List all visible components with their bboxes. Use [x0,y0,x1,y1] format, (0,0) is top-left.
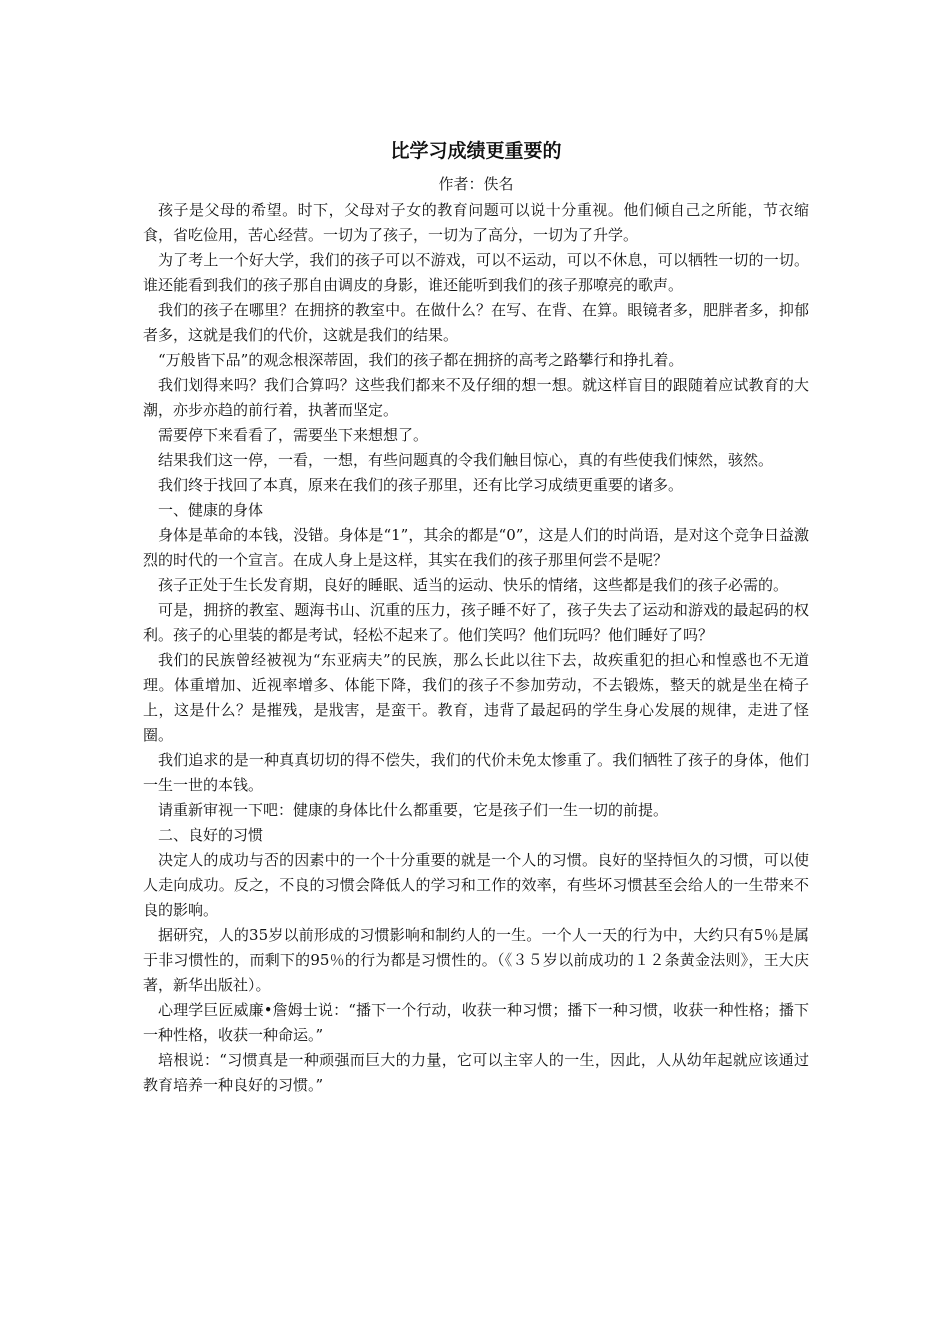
paragraph: 我们的民族曾经被视为“东亚病夫”的民族，那么长此以往下去，故疾重犯的担心和惶惑也不无道理。体重增加、近视率增多、体能下降，我们的孩子不参加劳动，不去锻炼，整天的就是坐在椅子上，这是什么？是摧残，是戕害，是蛮干。教育，违背了最起码的学生身心发展的规律，走进了怪圈。 [143,651,809,744]
paragraph-list [143,198,809,1098]
paragraph: 身体是革命的本钱，没错。身体是“1”，其余的都是“0”，这是人们的时尚语，是对这个竞争日益激烈的时代的一个宣言。在成人身上是这样，其实在我们的孩子那里何尝不是呢？ [143,526,809,569]
document-author: 作者：佚名 [438,175,514,193]
paragraph: 我们终于找回了本真，原来在我们的孩子那里，还有比学习成绩更重要的诸多。 [158,476,684,494]
paragraph: 我们追求的是一种真真切切的得不偿失，我们的代价未免太惨重了。我们牺牲了孩子的身体，他们一生一世的本钱。 [143,751,809,794]
paragraph: 孩子是父母的希望。时下，父母对子女的教育问题可以说十分重视。他们倾自己之所能，节衣缩食，省吃俭用，苦心经营。一切为了孩子，一切为了高分，一切为了升学。 [143,201,809,244]
paragraph: 决定人的成功与否的因素中的一个十分重要的就是一个人的习惯。良好的坚持恒久的习惯，可以使人走向成功。反之，不良的习惯会降低人的学习和工作的效率，有些坏习惯甚至会给人的一生带来不良的影响。 [143,851,809,919]
paragraph: 孩子正处于生长发育期，良好的睡眠、适当的运动、快乐的情绪，这些都是我们的孩子必需的。 [158,576,789,594]
paragraph: 请重新审视一下吧：健康的身体比什么都重要，它是孩子们一生一切的前提。 [158,801,669,819]
paragraph: 据研究，人的35岁以前形成的习惯影响和制约人的一生。一个人一天的行为中，大约只有5％是属于非习惯性的，而剩下的95％的行为都是习惯性的。（《３５岁以前成功的１２条黄金法则》，王大庆著，新华出版社）。 [143,926,809,994]
paragraph: 结果我们这一停，一看，一想，有些问题真的令我们触目惊心，真的有些使我们悚然，骇然。 [158,451,774,469]
document-title: 比学习成绩更重要的 [390,140,562,162]
paragraph: 我们的孩子在哪里？在拥挤的教室中。在做什么？在写、在背、在算。眼镜者多，肥胖者多，抑郁者多，这就是我们的代价，这就是我们的结果。 [143,301,809,344]
paragraph: 我们划得来吗？我们合算吗？这些我们都来不及仔细的想一想。就这样盲目的跟随着应试教育的大潮，亦步亦趋的前行着，执著而坚定。 [143,376,809,419]
paragraph: 需要停下来看看了，需要坐下来想想了。 [158,426,429,444]
paragraph: 二、良好的习惯 [158,826,264,844]
paragraph: “万般皆下品”的观念根深蒂固，我们的孩子都在拥挤的高考之路攀行和挣扎着。 [158,351,684,369]
paragraph: 培根说：“习惯真是一种顽强而巨大的力量，它可以主宰人的一生，因此，人从幼年起就应该通过教育培养一种良好的习惯。” [143,1051,809,1094]
document-body [143,136,809,1098]
paragraph: 为了考上一个好大学，我们的孩子可以不游戏，可以不运动，可以不休息，可以牺牲一切的一切。谁还能看到我们的孩子那自由调皮的身影，谁还能听到我们的孩子那嘹亮的歌声。 [143,251,809,294]
paragraph: 一、健康的身体 [158,501,264,519]
paragraph: 可是，拥挤的教室、题海书山、沉重的压力，孩子睡不好了，孩子失去了运动和游戏的最起码的权利。孩子的心里装的都是考试，轻松不起来了。他们笑吗？他们玩吗？他们睡好了吗？ [143,601,809,644]
paragraph: 心理学巨匠威廉•詹姆士说：“播下一个行动，收获一种习惯；播下一种习惯，收获一种性格；播下一种性格，收获一种命运。” [143,1001,809,1044]
